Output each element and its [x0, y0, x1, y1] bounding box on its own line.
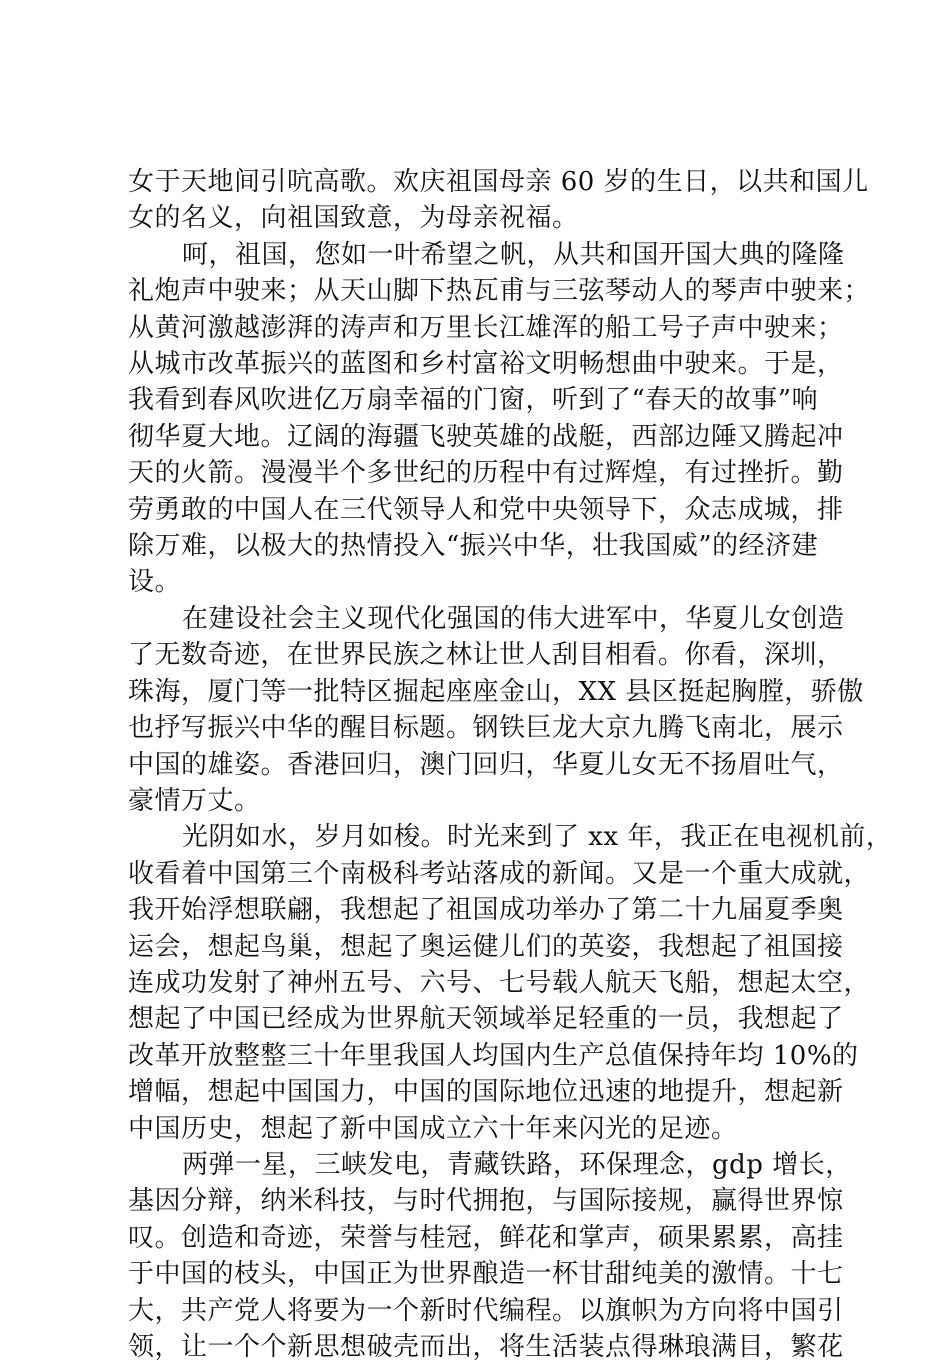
- text-line: 珠海，厦门等一批特区掘起座座金山，XX 县区挺起胸膛，骄傲: [128, 676, 864, 707]
- text-line: 于中国的枝头，中国正为世界酿造一杯甘甜纯美的激情。十七: [128, 1259, 844, 1290]
- document-body: [128, 164, 893, 1365]
- text-line: 中国的雄姿。香港回归，澳门回归，华夏儿女无不扬眉吐气，: [128, 749, 844, 780]
- text-line: 从城市改革振兴的蓝图和乡村富裕文明畅想曲中驶来。于是，: [128, 349, 844, 380]
- text-line: 想起了中国已经成为世界航天领域举足轻重的一员，我想起了: [128, 1004, 844, 1035]
- text-line: 设。: [128, 567, 182, 598]
- text-line: 大，共产党人将要为一个新时代编程。以旗帜为方向将中国引: [128, 1295, 844, 1326]
- text-line: 也抒写振兴中华的醒目标题。钢铁巨龙大京九腾飞南北，展示: [128, 713, 844, 744]
- text-line: 彻华夏大地。辽阔的海疆飞驶英雄的战艇，西部边陲又腾起冲: [128, 421, 844, 452]
- paragraph: [128, 1147, 852, 1365]
- text-line: 女于天地间引吭高歌。欢庆祖国母亲 60 岁的生日，以共和国儿: [128, 167, 869, 197]
- text-line: 领，让一个个新思想破壳而出，将生活装点得琳琅满目，繁花: [128, 1332, 844, 1362]
- paragraph: [128, 601, 864, 819]
- text-line: 我看到春风吹进亿万扇幸福的门窗，听到了“春天的故事”响: [128, 385, 819, 416]
- text-line: 我开始浮想联翩，我想起了祖国成功举办了第二十九届夏季奥: [128, 895, 844, 926]
- paragraph: [128, 237, 871, 601]
- text-line: 女的名义，向祖国致意，为母亲祝福。: [128, 203, 579, 234]
- text-line: 了无数奇迹，在世界民族之林让世人刮目相看。你看，深圳，: [128, 640, 844, 671]
- text-line: 在建设社会主义现代化强国的伟大进军中，华夏儿女创造: [182, 603, 845, 634]
- paragraph: [128, 819, 893, 1147]
- text-line: 豪情万丈。: [128, 785, 261, 816]
- text-line: 光阴如水，岁月如梭。时光来到了 xx 年，我正在电视机前，: [182, 822, 893, 853]
- text-line: 礼炮声中驶来；从天山脚下热瓦甫与三弦琴动人的琴声中驶来；: [128, 276, 871, 307]
- text-line: 除万难，以极大的热情投入“振兴中华，壮我国威”的经济建: [128, 531, 819, 562]
- text-line: 收看着中国第三个南极科考站落成的新闻。又是一个重大成就，: [128, 858, 871, 889]
- text-line: 运会，想起鸟巢，想起了奥运健儿们的英姿，我想起了祖国接: [128, 931, 844, 962]
- text-line: 改革开放整整三十年里我国人均国内生产总值保持年均 10%的: [128, 1040, 859, 1071]
- text-line: 从黄河激越澎湃的涛声和万里长江雄浑的船工号子声中驶来；: [128, 312, 844, 343]
- text-line: 呵，祖国，您如一叶希望之帆，从共和国开国大典的隆隆: [182, 239, 845, 270]
- text-line: 增幅，想起中国国力，中国的国际地位迅速的地提升，想起新: [128, 1077, 844, 1108]
- text-line: 中国历史，想起了新中国成立六十年来闪光的足迹。: [128, 1113, 738, 1144]
- text-line: 连成功发射了神州五号、六号、七号载人航天飞船，想起太空，: [128, 967, 871, 998]
- paragraph: [128, 164, 869, 237]
- text-line: 劳勇敢的中国人在三代领导人和党中央领导下，众志成城，排: [128, 494, 844, 525]
- text-line: 两弹一星，三峡发电，青藏铁路，环保理念，gdp 增长，: [182, 1149, 852, 1180]
- text-line: 基因分辩，纳米科技，与时代拥抱，与国际接规，赢得世界惊: [128, 1186, 844, 1217]
- text-line: 叹。创造和奇迹，荣誉与桂冠，鲜花和掌声，硕果累累，高挂: [128, 1222, 844, 1253]
- text-line: 天的火箭。漫漫半个多世纪的历程中有过辉煌，有过挫折。勤: [128, 458, 844, 489]
